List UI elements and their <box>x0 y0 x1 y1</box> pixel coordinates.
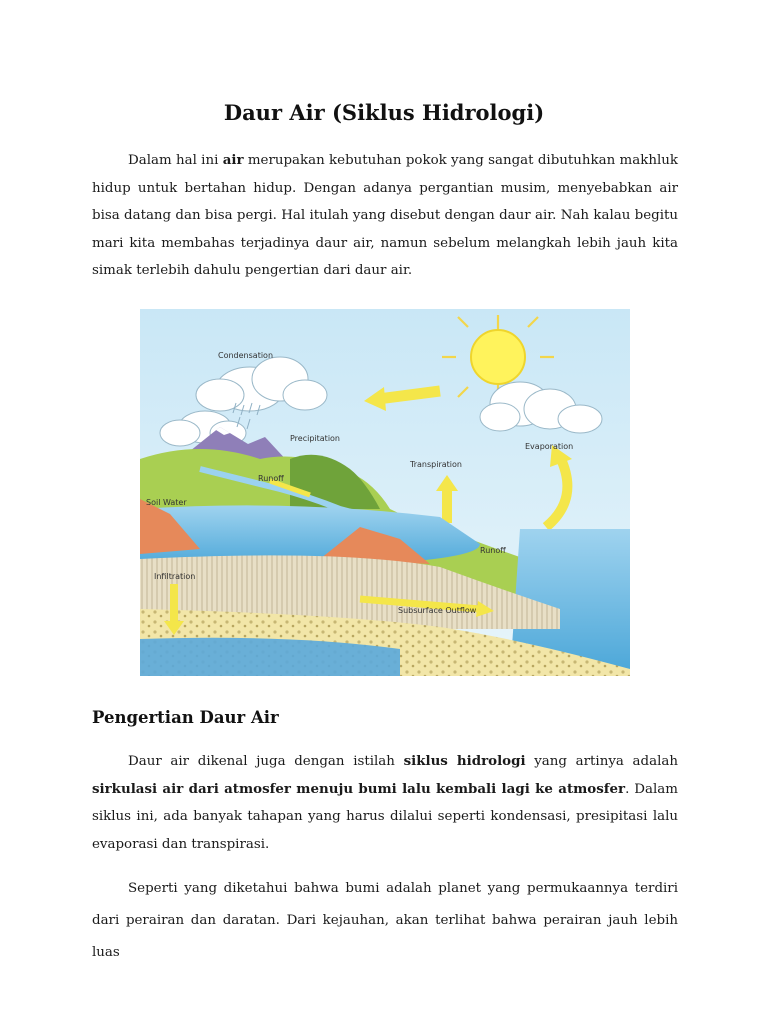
label-subsurface-outflow: Subsurface Outflow <box>398 606 477 615</box>
arrow-infiltration <box>170 584 178 624</box>
water-cycle-diagram <box>140 309 630 676</box>
intro-text-bold: air <box>222 152 244 168</box>
definition-text-3: . Dalam siklus ini, ada banyak tahapan yang harus dilalui seperti kondensasi, presipitasi lalu evaporasi dan transpirasi. <box>92 781 678 852</box>
section-heading: Pengertian Daur Air <box>92 708 279 727</box>
definition-text-2: yang artinya adalah <box>525 754 678 769</box>
earth-text: Seperti yang diketahui bahwa bumi adalah planet yang permukaannya terdiri dari perairan dan daratan. Dari kejauhan, akan terlihat bahwa perairan jauh lebih luas <box>92 881 678 960</box>
label-transpiration: Transpiration <box>410 460 462 469</box>
label-runoff-top: Runoff <box>258 474 284 483</box>
definition-paragraph <box>92 748 678 858</box>
arrow-transpiration <box>442 489 452 523</box>
definition-bold-1: siklus hidrologi <box>403 753 526 769</box>
label-infiltration: Infiltration <box>154 572 196 581</box>
earth-paragraph <box>92 873 678 969</box>
definition-bold-2: sirkulasi air dari atmosfer menuju bumi lalu kembali lagi ke atmosfer <box>92 780 626 797</box>
intro-text-post: merupakan kebutuhan pokok yang sangat dibutuhkan makhluk hidup untuk bertahan hidup. Dengan adanya pergantian musim, menyebabkan air bisa datang dan bisa pergi. Hal itulah yang disebut dengan daur air. Nah kalau begitu mari kita membahas terjadinya daur air, namun sebelum melangkah lebih jauh kita simak terlebih dahulu pengertian dari daur air. <box>92 153 678 278</box>
label-precipitation: Precipitation <box>290 434 341 443</box>
definition-text-1: Daur air dikenal juga dengan istilah <box>128 754 404 769</box>
water-cycle-illustration <box>140 309 630 676</box>
label-soil-water: Soil Water <box>146 498 187 507</box>
label-runoff-bottom: Runoff <box>480 546 506 555</box>
page-title: Daur Air (Siklus Hidrologi) <box>223 100 545 125</box>
intro-paragraph <box>92 147 678 285</box>
label-evaporation: Evaporation <box>525 442 574 451</box>
intro-text-pre: Dalam hal ini <box>128 153 223 168</box>
label-condensation: Condensation <box>218 351 274 360</box>
